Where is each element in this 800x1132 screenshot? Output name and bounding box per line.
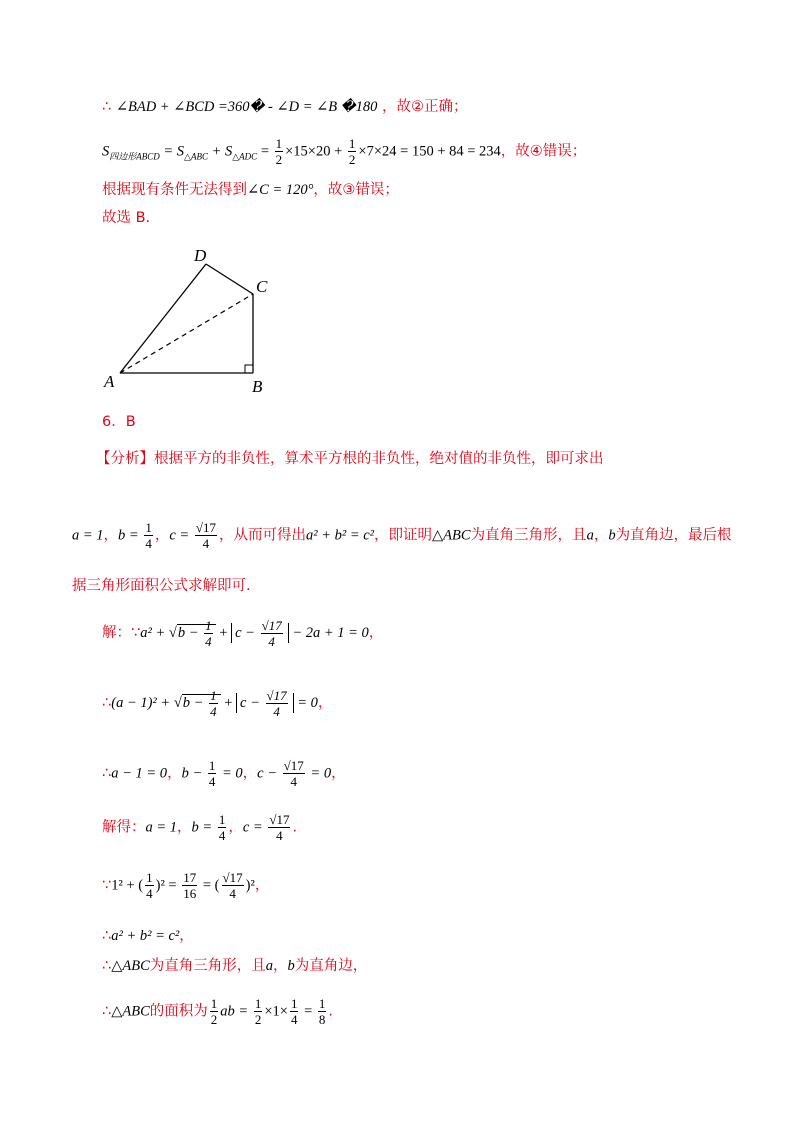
segment-dc	[206, 264, 253, 294]
angle-equation: ∠BAD + ∠BCD =360� - ∠D = ∠B �180	[115, 99, 378, 115]
analysis-values-line: a = 1，b = $\frac{1}{4}$ ，c = $\frac{√17}{4}$ ，从而可得出a² + b² = c²，即证明△ABC为直角三角形，且a，b为直角边，最后根	[72, 520, 732, 551]
comment-wrong: ，故④错误；	[500, 143, 587, 160]
question-6-answer	[102, 412, 136, 432]
text: 根据现有条件无法得到	[102, 182, 247, 198]
angle-c: ∠C = 120°	[247, 182, 314, 198]
area-symbol: S	[102, 143, 110, 160]
label-d: D	[194, 246, 207, 265]
fraction-half-2: $\frac{1}{2}$	[348, 136, 356, 167]
line-area-sum	[102, 136, 586, 167]
sqrt-b: b − $\frac{1}{4}$	[177, 624, 216, 641]
term1: ×15×20 +	[285, 143, 346, 160]
triangle-abc: △ABC	[432, 527, 471, 544]
comment-correct: ，故②正确；	[381, 99, 468, 115]
label-b: B	[252, 377, 263, 396]
sqrt-b-2: b − $\frac{1}{4}$	[182, 694, 221, 711]
solution-label: 解：∵	[102, 624, 141, 641]
abs-c-2: c − $\frac{√17}{4}$	[236, 693, 294, 713]
line-answer-b	[102, 208, 150, 228]
solution-area: ∴△ABC的面积为 $\frac{1}{2}$ ab = $\frac{1}{2}$ ×1× $\frac{1}{4}$ = $\frac{1}{8}$ .	[102, 996, 333, 1027]
tail-text: 据三角形面积公式求解即可.	[72, 578, 251, 594]
sub-quad: 四边形ABCD	[109, 151, 160, 162]
q6: 6．B	[102, 414, 136, 430]
solution-result: 解得：a = 1，b = $\frac{1}{4}$ ，c = $\frac{√17}{4}$ .	[102, 812, 298, 843]
pythag-eq: a² + b² = c²	[305, 527, 375, 544]
solution-given: 解：∵a² + √b − $\frac{1}{4}$ + c − $\frac{√17}{4}$ − 2a + 1 = 0，	[102, 618, 384, 649]
solution-check: ∵1² + ( $\frac{1}{4}$ )² = $\frac{17}{16}$ = ( $\frac{√17}{4}$ )²，	[102, 870, 270, 901]
sub-adc: △ADC	[232, 151, 258, 162]
c-label: c =	[169, 527, 193, 544]
eq1: = S	[159, 143, 185, 160]
label-c: C	[256, 277, 268, 296]
b-label: b =	[118, 527, 143, 544]
a-value: a = 1	[72, 527, 104, 544]
comment: ，故③错误；	[313, 182, 399, 198]
abs-c: c − $\frac{√17}{4}$	[231, 623, 289, 643]
analysis-text: 【分析】根据平方的非负性，算术平方根的非负性，绝对值的非负性，即可求出	[96, 451, 604, 467]
solution-rewrite: ∴(a − 1)² + √b − $\frac{1}{4}$ + c − $\frac{√17}{4}$ = 0，	[102, 688, 333, 719]
therefore-symbol: ∴	[102, 99, 112, 115]
segment-ac-dashed	[120, 294, 253, 373]
answer-text: 故选 B.	[102, 210, 151, 226]
analysis-line	[96, 449, 604, 469]
eq2: =	[257, 143, 273, 160]
sub-abc: △ABC	[184, 151, 208, 162]
c-fraction: $\frac{√17}{4}$	[195, 520, 216, 551]
solution-right-triangle: ∴△ABC为直角三角形，且a，b为直角边，	[102, 958, 368, 974]
quadrilateral-figure	[100, 240, 290, 400]
solution-pythag: ∴a² + b² = c²，	[102, 928, 194, 944]
term2: ×7×24 = 150 + 84 = 234	[358, 143, 501, 160]
plus: + S	[207, 143, 233, 160]
label-a: A	[104, 372, 115, 391]
line-angle-c	[102, 180, 399, 200]
segment-ad	[120, 264, 206, 373]
b-fraction: $\frac{1}{4}$	[145, 520, 152, 551]
line-angle-sum	[102, 97, 467, 117]
analysis-tail	[72, 576, 251, 596]
fraction-half-1: $\frac{1}{2}$	[275, 136, 283, 167]
solution-zero-terms: ∴a − 1 = 0，b − $\frac{1}{4}$ = 0，c − $\frac{√17}{4}$ = 0，	[102, 758, 346, 789]
right-angle-mark	[245, 365, 253, 373]
